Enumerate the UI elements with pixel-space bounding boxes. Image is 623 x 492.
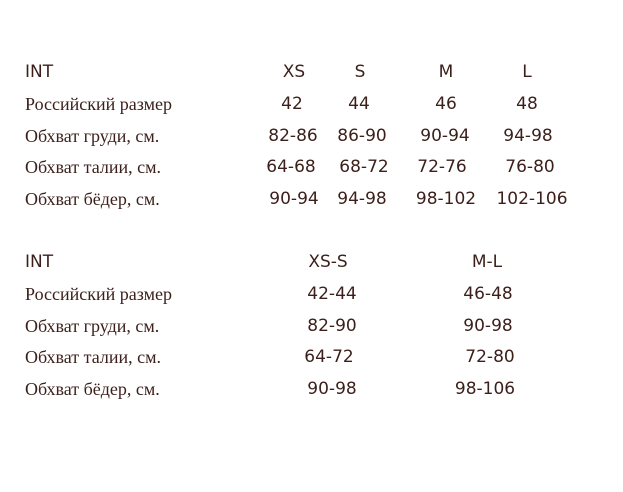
table-cell: 98-106 xyxy=(454,379,516,399)
table-row xyxy=(0,314,623,338)
row-label: Обхват груди, см. xyxy=(25,126,160,146)
table-header-row xyxy=(0,60,623,84)
header-label-int: INT xyxy=(25,252,54,272)
table-cell: 102-106 xyxy=(496,189,568,209)
size-header-cell: XS xyxy=(282,62,306,82)
size-header-cell: S xyxy=(354,62,366,82)
row-label: Российский размер xyxy=(25,94,172,114)
table-cell: 72-76 xyxy=(417,157,467,177)
table-row xyxy=(0,92,623,116)
table-row xyxy=(0,155,623,179)
table-cell: 64-68 xyxy=(266,157,316,177)
row-label: Российский размер xyxy=(25,284,172,304)
header-label-int: INT xyxy=(25,62,54,82)
row-label: Обхват груди, см. xyxy=(25,316,160,336)
table-cell: 76-80 xyxy=(505,157,555,177)
table-cell: 64-72 xyxy=(304,347,354,367)
table-cell: 94-98 xyxy=(503,126,553,146)
table-row xyxy=(0,345,623,369)
table-cell: 98-102 xyxy=(415,189,477,209)
table-cell: 48 xyxy=(516,94,538,114)
table-cell: 90-98 xyxy=(307,379,357,399)
table-cell: 42 xyxy=(281,94,303,114)
table-cell: 82-90 xyxy=(307,316,357,336)
table-cell: 90-98 xyxy=(463,316,513,336)
table-cell: 42-44 xyxy=(307,284,357,304)
table-cell: 72-80 xyxy=(465,347,515,367)
table-row xyxy=(0,282,623,306)
size-header-cell: L xyxy=(522,62,532,82)
table-cell: 68-72 xyxy=(339,157,389,177)
row-label: Обхват бёдер, см. xyxy=(25,379,160,399)
table-cell: 44 xyxy=(348,94,370,114)
table-row xyxy=(0,187,623,211)
row-label: Обхват талии, см. xyxy=(25,347,161,367)
table-cell: 46 xyxy=(435,94,457,114)
table-row xyxy=(0,377,623,401)
table-cell: 90-94 xyxy=(420,126,470,146)
size-header-cell: XS-S xyxy=(308,252,348,272)
table-cell: 82-86 xyxy=(268,126,318,146)
table-cell: 46-48 xyxy=(463,284,513,304)
table-row xyxy=(0,124,623,148)
row-label: Обхват бёдер, см. xyxy=(25,189,160,209)
table-cell: 86-90 xyxy=(337,126,387,146)
table-header-row xyxy=(0,250,623,274)
size-header-cell: M-L xyxy=(471,252,503,272)
size-header-cell: M xyxy=(438,62,454,82)
table-cell: 90-94 xyxy=(269,189,319,209)
table-cell: 94-98 xyxy=(337,189,387,209)
row-label: Обхват талии, см. xyxy=(25,157,161,177)
